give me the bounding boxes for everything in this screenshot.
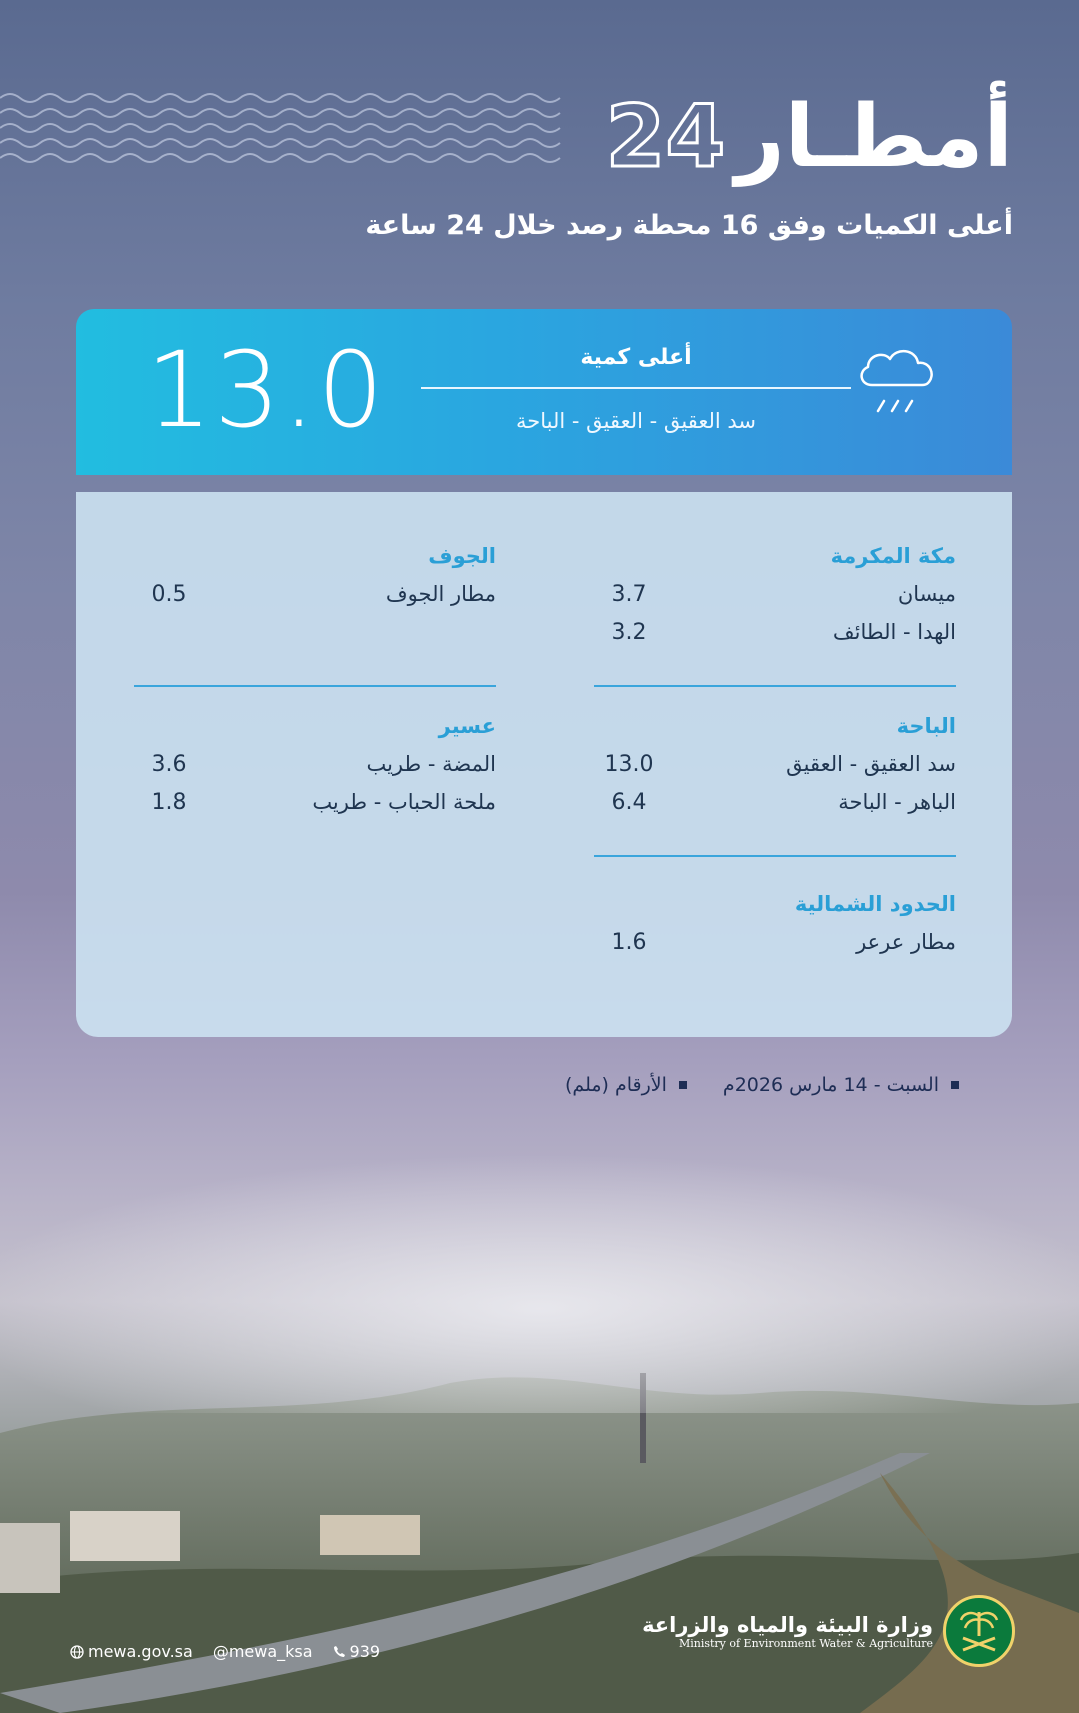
station-value: 3.6 [151, 752, 187, 777]
highest-amount-divider [421, 387, 851, 389]
station-name: ملحة الحباب - طريب [312, 790, 496, 814]
station-row [594, 582, 956, 620]
date-text: السبت - 14 مارس 2026م [722, 1074, 939, 1096]
region-title: الحدود الشمالية [794, 892, 956, 916]
highest-amount-card [76, 309, 1012, 475]
globe-icon [70, 1645, 84, 1659]
contact-links [70, 1642, 380, 1661]
region-divider [594, 685, 956, 687]
stations-table [76, 492, 1012, 1037]
highest-amount-station: سد العقيق - العقيق - الباحة [515, 409, 757, 433]
station-row [134, 752, 496, 790]
footnote [565, 1074, 959, 1096]
station-name: الباهر - الباحة [838, 790, 956, 814]
station-row [594, 752, 956, 790]
social-handle-link[interactable] [213, 1642, 313, 1661]
region-title: عسير [438, 714, 496, 738]
bullet-icon [679, 1081, 687, 1089]
phone-icon [333, 1645, 346, 1658]
station-value: 1.6 [611, 930, 647, 955]
station-value: 1.8 [151, 790, 187, 815]
station-row [594, 620, 956, 658]
palm-swords-emblem-icon [943, 1595, 1015, 1667]
station-name: ميسان [897, 582, 956, 606]
region-asir [134, 714, 496, 828]
website-link[interactable] [70, 1642, 193, 1661]
station-row [594, 790, 956, 828]
bullet-icon [951, 1081, 959, 1089]
station-row [594, 930, 956, 968]
ministry-logo [642, 1595, 1015, 1667]
ministry-name-ar: وزارة البيئة والمياه والزراعة [642, 1612, 933, 1637]
station-name: مطار الجوف [385, 582, 496, 606]
title-number: 24 [605, 87, 726, 187]
date-note [723, 1074, 959, 1096]
ministry-name-en: Ministry of Environment Water & Agriculture [678, 1636, 933, 1650]
region-divider [594, 855, 956, 857]
station-name: سد العقيق - العقيق [786, 752, 956, 776]
station-name: المضة - طريب [366, 752, 496, 776]
region-title: الجوف [428, 544, 496, 568]
social-handle-text: @mewa_ksa [212, 1642, 313, 1661]
website-text: mewa.gov.sa [88, 1642, 193, 1661]
region-divider [134, 685, 496, 687]
station-value: 0.5 [151, 582, 187, 607]
phone-text: 939 [349, 1642, 381, 1661]
station-value: 3.2 [611, 620, 647, 645]
wave-pattern-icon [0, 88, 570, 168]
station-value: 6.4 [611, 790, 647, 815]
station-row [134, 582, 496, 620]
region-albaha [594, 714, 956, 828]
units-text: الأرقام (ملم) [565, 1074, 667, 1096]
region-title: الباحة [896, 714, 956, 738]
page-title [605, 87, 1013, 187]
units-note [565, 1074, 687, 1096]
page-subtitle: أعلى الكميات وفق 16 محطة رصد خلال 24 ساعة [365, 210, 1013, 241]
station-value: 13.0 [604, 752, 654, 777]
title-word: أمطـار [735, 87, 1013, 187]
phone-link[interactable] [333, 1642, 381, 1661]
station-name: مطار عرعر [856, 930, 956, 954]
highest-amount-value: 13.0 [146, 329, 386, 451]
region-aljouf [134, 544, 496, 620]
rain-cloud-icon [854, 345, 938, 421]
region-title: مكة المكرمة [830, 544, 956, 568]
station-value: 3.7 [611, 582, 647, 607]
region-northern-borders [594, 892, 956, 968]
highest-amount-label: أعلى كمية [580, 345, 692, 370]
fog-layer [0, 1153, 1079, 1413]
region-makkah [594, 544, 956, 658]
station-name: الهدا - الطائف [832, 620, 956, 644]
station-row [134, 790, 496, 828]
